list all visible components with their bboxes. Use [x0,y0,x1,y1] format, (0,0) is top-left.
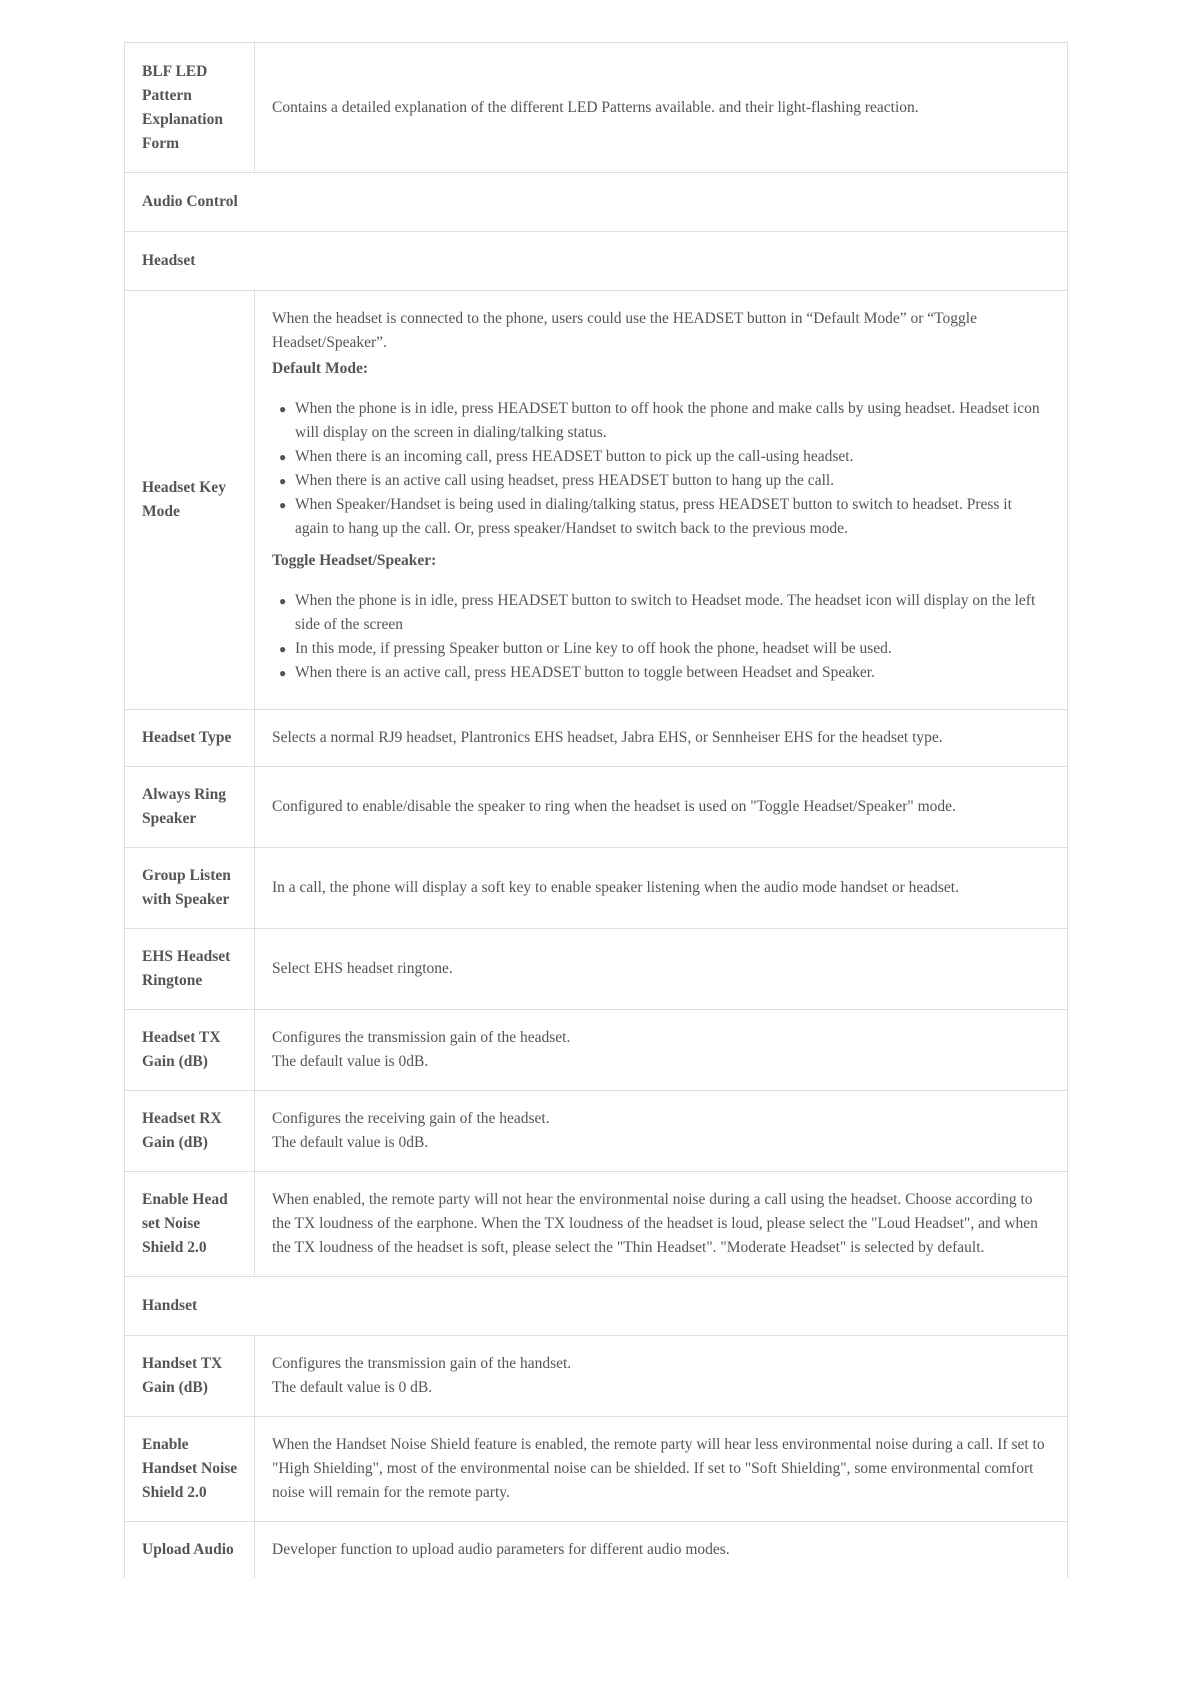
row-name: BLF LED Pattern Explanation Form [125,43,255,173]
bullet-icon: ● [279,666,287,680]
table-row [125,291,1068,710]
section-row [125,1277,1068,1336]
row-description [255,1091,1068,1172]
table-row [125,1091,1068,1172]
default-mode-title: Default Mode: [272,360,368,377]
table-row [125,1417,1068,1522]
description-line: Configures the transmission gain of the handset. [272,1355,572,1372]
row-name: Upload Audio [125,1522,255,1579]
row-name: Handset TX Gain (dB) [125,1336,255,1417]
bullet-icon: ● [279,594,287,608]
list-item: ● When the phone is in idle, press HEADSET button to off hook the phone and make calls by using headset. Headset icon will display on the screen in dialing/talking status. [295,397,1049,445]
table-row [125,767,1068,848]
table-row [125,848,1068,929]
section-title-handset: Handset [125,1277,1068,1336]
section-title-audio-control: Audio Control [125,173,1068,232]
row-name: Group Listen with Speaker [125,848,255,929]
row-name: Headset Type [125,710,255,767]
row-name: Always Ring Speaker [125,767,255,848]
row-description: Contains a detailed explanation of the different LED Patterns available. and their light-flashing reaction. [255,43,1068,173]
section-row [125,173,1068,232]
bullet-icon: ● [279,450,287,464]
toggle-mode-title: Toggle Headset/Speaker: [272,552,437,569]
list-item: ● When Speaker/Handset is being used in dialing/talking status, press HEADSET button to switch to headset. Press it again to hang up the call. Or, press speaker/Handset to switch back to the previous mode. [295,493,1049,541]
row-description: In a call, the phone will display a soft key to enable speaker listening when the audio mode handset or headset. [255,848,1068,929]
bullet-icon: ● [279,402,287,416]
list-item: ● In this mode, if pressing Speaker button or Line key to off hook the phone, headset will be used. [295,637,1049,661]
description-line: The default value is 0 dB. [272,1379,433,1396]
row-name: Headset RX Gain (dB) [125,1091,255,1172]
description-line: The default value is 0dB. [272,1053,429,1070]
bullet-icon: ● [279,642,287,656]
row-description: When enabled, the remote party will not hear the environmental noise during a call using the headset. Choose according to the TX loudness of the earphone. When the TX loudness of the headset is loud, please select the "Loud Headset", and when the TX loudness of the headset is soft, please select the "Thin Headset". "Moderate Headset" is selected by default. [255,1172,1068,1277]
table-row [125,43,1068,173]
row-description: When the Handset Noise Shield feature is enabled, the remote party will hear less environmental noise during a call. If set to "High Shielding", most of the environmental noise can be shielded. If set to "Soft Shielding", some environmental comfort noise will remain for the remote party. [255,1417,1068,1522]
table-row [125,1172,1068,1277]
list-item: ● When there is an incoming call, press HEADSET button to pick up the call-using headset. [295,445,1049,469]
row-description: Selects a normal RJ9 headset, Plantronics EHS headset, Jabra EHS, or Sennheiser EHS for the headset type. [255,710,1068,767]
bullet-icon: ● [279,498,287,512]
toggle-mode-list [272,589,1049,685]
section-row [125,232,1068,291]
description-line: Configures the transmission gain of the headset. [272,1029,571,1046]
list-item: ● When the phone is in idle, press HEADSET button to switch to Headset mode. The headset icon will display on the left side of the screen [295,589,1049,637]
settings-table [124,42,1068,1578]
table-row [125,1336,1068,1417]
headset-key-mode-intro: When the headset is connected to the phone, users could use the HEADSET button in “Default Mode” or “Toggle Headset/Speaker”. [272,310,977,351]
row-description [255,1336,1068,1417]
default-mode-list [272,397,1049,541]
row-name: Enable Head set Noise Shield 2.0 [125,1172,255,1277]
description-line: Configures the receiving gain of the headset. [272,1110,550,1127]
description-line: The default value is 0dB. [272,1134,429,1151]
row-description: Select EHS headset ringtone. [255,929,1068,1010]
row-name: Enable Handset Noise Shield 2.0 [125,1417,255,1522]
row-description [255,291,1068,710]
section-title-headset: Headset [125,232,1068,291]
bullet-icon: ● [279,474,287,488]
row-description: Developer function to upload audio parameters for different audio modes. [255,1522,1068,1579]
row-name: Headset Key Mode [125,291,255,710]
row-name: EHS Headset Ringtone [125,929,255,1010]
list-item: ● When there is an active call using headset, press HEADSET button to hang up the call. [295,469,1049,493]
table-row [125,1522,1068,1579]
table-row [125,929,1068,1010]
row-description: Configured to enable/disable the speaker to ring when the headset is used on "Toggle Headset/Speaker" mode. [255,767,1068,848]
table-row [125,710,1068,767]
table-row [125,1010,1068,1091]
list-item: ● When there is an active call, press HEADSET button to toggle between Headset and Speaker. [295,661,1049,685]
row-description [255,1010,1068,1091]
row-name: Headset TX Gain (dB) [125,1010,255,1091]
